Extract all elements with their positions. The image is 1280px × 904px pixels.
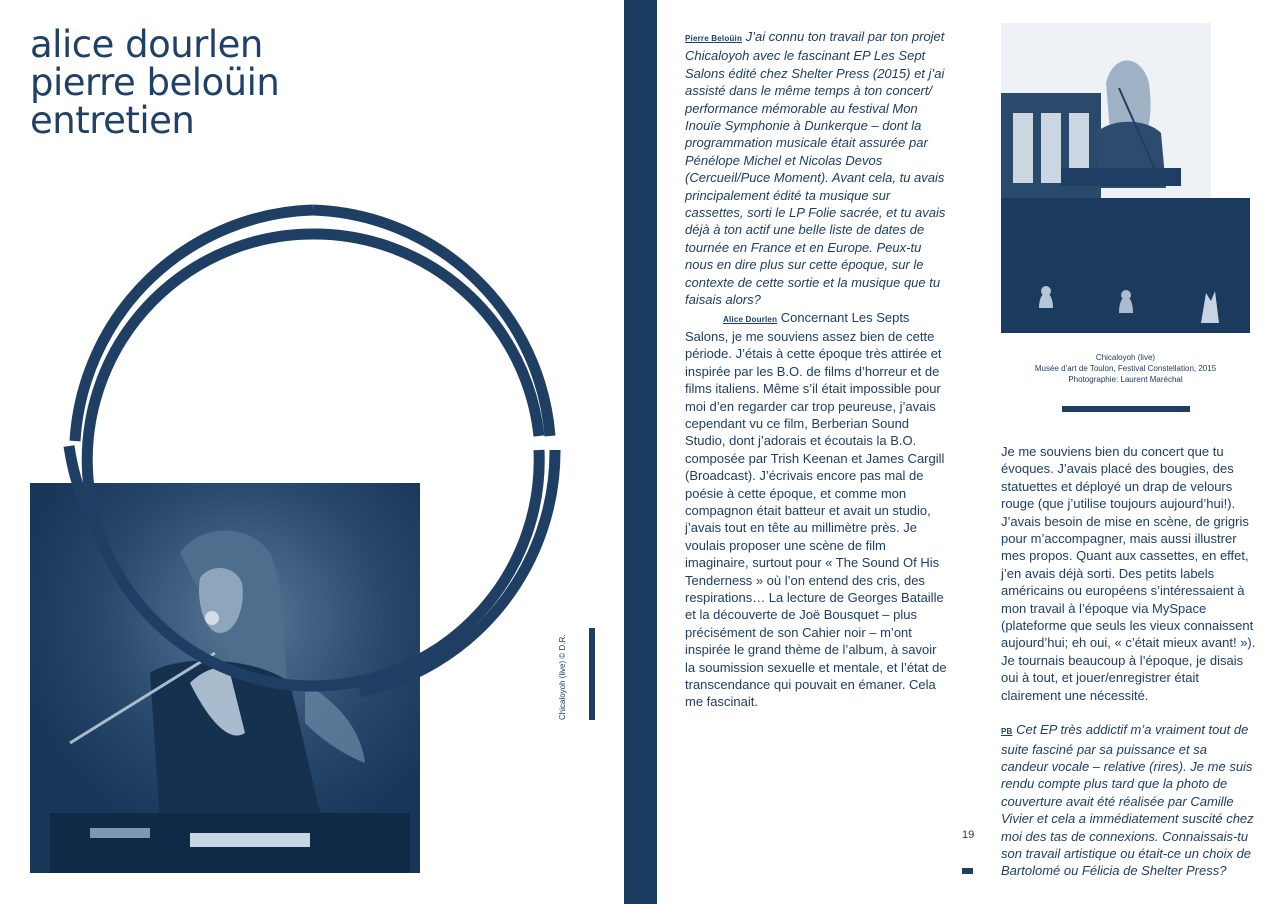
answer-1-continued-text: Je me souviens bien du concert que tu évoques. J’avais placé des bougies, des statuettes et déployé un drap de velours rouge (que j’utilise toujours aujourd’hui!). J’avais besoin de mise en scène, de grigris pour m’accompagner, mais aussi illustrer mes propos. Quant aux cassettes, en effet, j’en avais déjà sorti. Des petits labels américains ou européens s’intéressaient à mon travail à l’époque via MySpace (plateforme que seuls les vieux connaissent aujourd’hui; eh oui, « c’était mieux avant! »). Je tournais beaucoup à l’époque, je disais oui à tout, et jouer/enregistrer était clairement une nécessité. — [1001, 444, 1256, 703]
page-number: 19 — [962, 829, 975, 841]
performer-photo-right — [1001, 23, 1250, 333]
question-1-text: J’ai connu ton travail par ton projet Chicaloyoh avec le fascinant EP Les Sept Salons édité chez Shelter Press (2015) et j’ai assisté dans le même temps à ton concert/ performance mémorable au festival Mon Inouïe Symphonie à Dunkerque – dont la programmation musicale était assurée par Pénélope Michel et Nicolas Devos (Cercueil/Puce Moment). Avant cela, tu avais principalement édité ta musique sur cassettes, sorti le LP Folie sacrée, et tu avais déjà à ton actif une belle liste de dates de tournée en France et en Europe. Peux-tu nous en dire plus sur cette époque, sur le contexte de cette sortie et la musique que tu faisais alors? — [685, 29, 946, 308]
caption-line-2: Musée d’art de Toulon, Festival Constellation, 2015 — [1034, 364, 1217, 373]
speaker-label: Alice Dourlen — [723, 314, 778, 324]
decorative-bar — [589, 628, 595, 720]
caption-line-3: Photographie: Laurent Maréchal — [1068, 375, 1183, 384]
title-line-2: pierre beloüin — [30, 61, 280, 104]
title-line-1: alice dourlen — [30, 23, 263, 66]
answer-1 — [685, 309, 947, 711]
caption-divider — [1062, 406, 1190, 412]
speaker-label: PB — [1001, 727, 1013, 737]
question-1 — [685, 28, 947, 309]
caption-line-1: Chicaloyoh (live) — [1095, 353, 1156, 362]
spine-band — [624, 0, 657, 904]
photo-caption — [1001, 352, 1250, 385]
question-2 — [1001, 721, 1256, 880]
article-title — [30, 23, 510, 142]
question-2-text: Cet EP très addictif m’a vraiment tout de suite fasciné par sa puissance et sa candeur vocale – relative (rires). Je me suis rendu compte plus tard que la photo de couverture avait été réalisée par Camille Vivier et cela a immédiatement suscité chez moi des tas de connexions. Connaissais-tu son travail artistique ou était-ce un choix de Bartolomé ou Félicia de Shelter Press? — [1001, 722, 1254, 879]
page-marker — [962, 868, 973, 874]
decorative-circle-rings — [60, 196, 566, 716]
left-photo-credit: Chicaloyoh (live) © D.R. — [558, 634, 567, 720]
answer-1-text: Concernant Les Septs Salons, je me souviens assez bien de cette période. J’étais à cette époque très attirée et inspirée par les B.O. de films d’horreur et de films italiens. Même s’il était impossible pour moi d’en regarder car trop peureuse, j’avais cependant vu ce film, Berberian Sound Studio, dont j’adorais et écoutais la B.O. composée par Trish Keenan et James Cargill (Broadcast). J’écrivais encore pas mal de poésie à cette époque, et comme mon compagnon était batteur et avait un studio, j’avais tout en tête au millimètre près. Je voulais proposer une scène de film imaginaire, surtout pour « The Sound Of His Tenderness » où l’on entend des cris, des respirations… La lecture de Georges Bataille et la découverte de Joë Bousquet – plus précisément de son Cahier noir – m’ont inspirée le grand thème de l’album, à savoir la soumission sexuelle et mentale, et l’état de transcendance qui pouvait en émaner. Cela me fascinait. — [685, 309, 947, 710]
title-line-3: entretien — [30, 99, 195, 142]
answer-1-continued — [1001, 443, 1256, 704]
interview-column-2 — [1001, 443, 1256, 880]
interview-column-1 — [685, 28, 947, 711]
speaker-label: Pierre Beloüin — [685, 34, 743, 43]
